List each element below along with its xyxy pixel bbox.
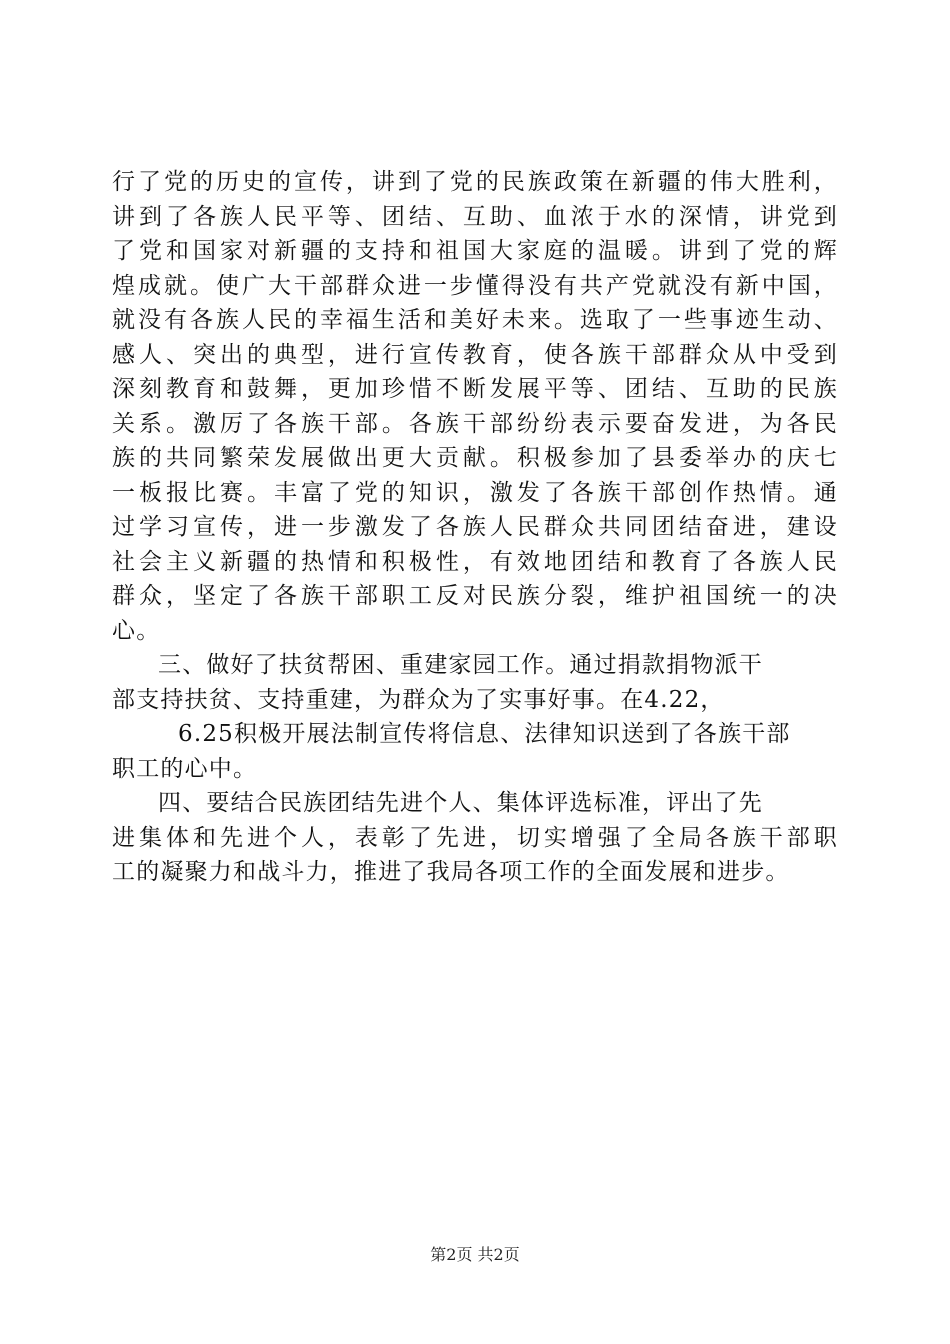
text-line: 6.25积极开展法制宣传将信息、法律知识送到了各族干部 bbox=[178, 721, 791, 747]
text-line: 行了党的历史的宣传，讲到了党的民族政策在新疆的伟大胜利， bbox=[112, 169, 838, 195]
page-number: 第2页 共2页 bbox=[430, 1245, 520, 1264]
text-line: 感人、突出的典型，进行宣传教育，使各族干部群众从中受到 bbox=[112, 341, 838, 368]
text-line: 工的凝聚力和战斗力，推进了我局各项工作的全面发展和进步。 bbox=[112, 859, 790, 885]
document-body bbox=[112, 165, 838, 890]
text-line: 族的共同繁荣发展做出更大贡献。积极参加了县委举办的庆七 bbox=[112, 445, 838, 471]
text-line: 讲到了各族人民平等、团结、互助、血浓于水的深情，讲党到 bbox=[112, 203, 838, 230]
text-line: 社会主义新疆的热情和积极性，有效地团结和教育了各族人民 bbox=[112, 548, 838, 575]
paragraph-three-start: 三、做好了扶贫帮困、重建家园工作。通过捐款捐物派干 bbox=[158, 652, 763, 678]
text-line: 就没有各族人民的幸福生活和美好未来。选取了一些事迹生动、 bbox=[112, 307, 838, 333]
text-line: 职工的心中。 bbox=[112, 755, 258, 782]
paragraph-four-start: 四、要结合民族团结先进个人、集体评选标准，评出了先 bbox=[158, 790, 763, 816]
text-line: 群众，坚定了各族干部职工反对民族分裂，维护祖国统一的决 bbox=[112, 583, 838, 609]
text-line: 了党和国家对新疆的支持和祖国大家庭的温暖。讲到了党的辉 bbox=[112, 238, 838, 264]
text-line: 深刻教育和鼓舞，更加珍惜不断发展平等、团结、互助的民族 bbox=[112, 376, 838, 402]
text-line: 过学习宣传，进一步激发了各族人民群众共同团结奋进，建设 bbox=[112, 514, 838, 540]
text-line: 煌成就。使广大干部群众进一步懂得没有共产党就没有新中国， bbox=[112, 272, 838, 299]
text-line: 一板报比赛。丰富了党的知识，激发了各族干部创作热情。通 bbox=[112, 479, 838, 506]
page-footer bbox=[0, 1242, 950, 1265]
text-line: 进集体和先进个人，表彰了先进，切实增强了全局各族干部职 bbox=[112, 824, 838, 851]
text-line: 关系。激厉了各族干部。各族干部纷纷表示要奋发进，为各民 bbox=[112, 410, 838, 437]
text-line: 心。 bbox=[112, 617, 161, 644]
text-line: 部支持扶贫、支持重建，为群众为了实事好事。在4.22， bbox=[112, 686, 725, 713]
